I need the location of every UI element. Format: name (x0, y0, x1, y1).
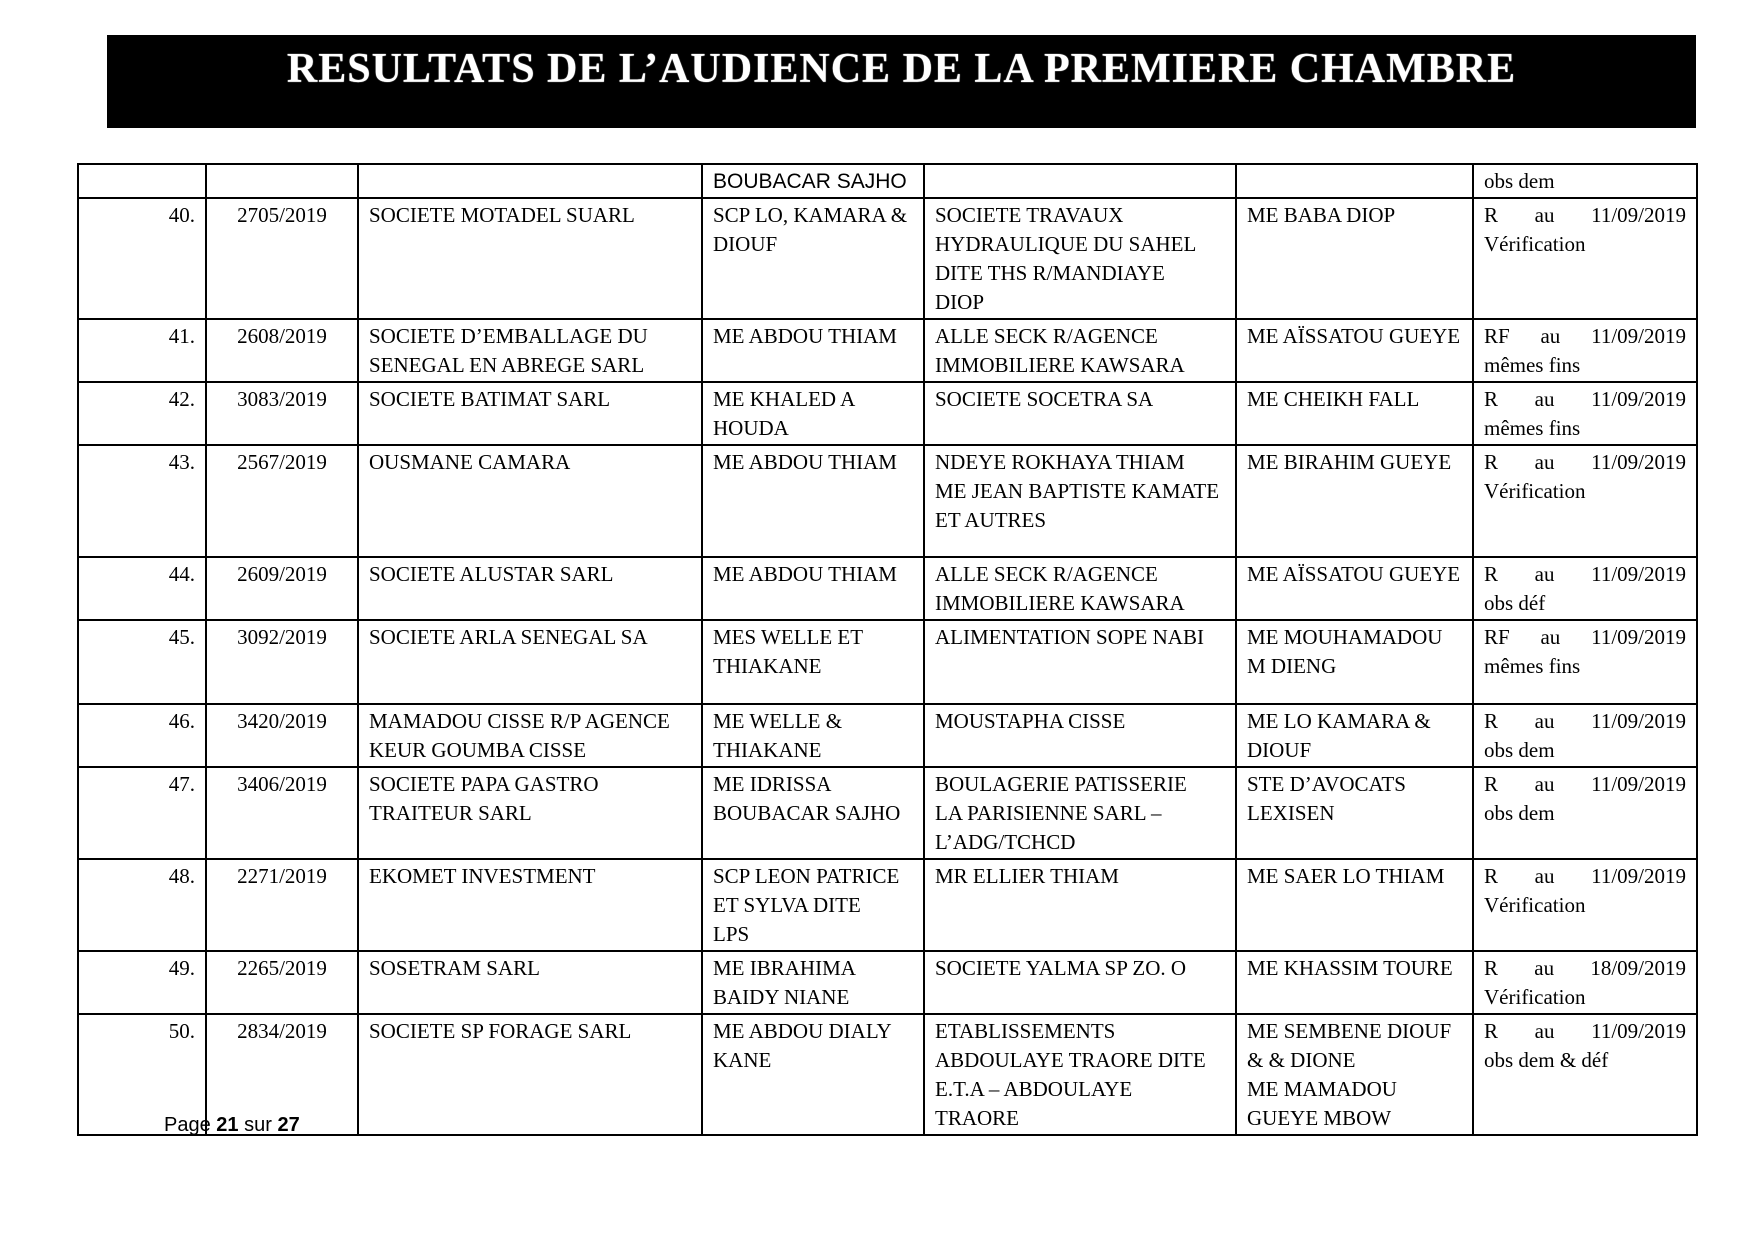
cell-num: 48. (78, 859, 206, 951)
cell-avocat-defendeur (1236, 859, 1473, 951)
cell-avocat-demandeur-line: ME IBRAHIMA (713, 956, 856, 980)
cell-avocat-defendeur-line: ME MOUHAMADOU (1247, 625, 1443, 649)
cell-defendeur (924, 164, 1236, 198)
cell-avocat-demandeur (702, 951, 924, 1014)
cell-num: 47. (78, 767, 206, 859)
cell-defendeur (924, 1014, 1236, 1135)
cell-defendeur-line: ALIMENTATION SOPE NABI (935, 625, 1204, 649)
resultat-au: au (1534, 1019, 1555, 1043)
cell-defendeur-line: IMMOBILIERE KAWSARA (935, 353, 1185, 377)
resultat-date: 11/09/2019 (1591, 450, 1686, 474)
cell-demandeur-line: SOCIETE MOTADEL SUARL (369, 203, 635, 227)
cell-avocat-defendeur-line: ME SEMBENE DIOUF (1247, 1019, 1452, 1043)
resultat-detail: obs dem & déf (1484, 1048, 1609, 1072)
table-row (78, 951, 1697, 1014)
cell-num: 46. (78, 704, 206, 767)
cell-role: 2271/2019 (206, 859, 358, 951)
resultat-code: R (1484, 709, 1499, 733)
cell-avocat-defendeur-line: ME AÏSSATOU GUEYE (1247, 562, 1461, 586)
cell-defendeur (924, 767, 1236, 859)
cell-avocat-defendeur (1236, 198, 1473, 319)
cell-demandeur (358, 198, 702, 319)
cell-role: 2609/2019 (206, 557, 358, 620)
resultat-code: R (1484, 203, 1499, 227)
cell-resultat (1473, 445, 1697, 557)
page-footer (164, 1114, 300, 1137)
cell-num: 40. (78, 198, 206, 319)
cell-demandeur-line: SOCIETE D’EMBALLAGE DU (369, 324, 648, 348)
cell-avocat-defendeur-line: STE D’AVOCATS (1247, 772, 1406, 796)
resultat-au: au (1540, 324, 1561, 348)
cell-avocat-demandeur-line: HOUDA (713, 416, 789, 440)
table-row (78, 859, 1697, 951)
cell-demandeur-line: SENEGAL EN ABREGE SARL (369, 353, 645, 377)
cell-defendeur-line: ME JEAN BAPTISTE KAMATE (935, 479, 1220, 503)
table-row (78, 620, 1697, 704)
cell-avocat-defendeur-line: ME SAER LO THIAM (1247, 864, 1445, 888)
resultat-date: 11/09/2019 (1591, 709, 1686, 733)
cell-avocat-demandeur (702, 557, 924, 620)
cell-avocat-defendeur-line: LEXISEN (1247, 801, 1335, 825)
cell-num: 49. (78, 951, 206, 1014)
cell-defendeur-line: TRAORE (935, 1106, 1019, 1130)
cell-avocat-defendeur-line: GUEYE MBOW (1247, 1106, 1392, 1130)
cell-avocat-demandeur (702, 620, 924, 704)
resultat-renvoi (1484, 707, 1686, 736)
cell-avocat-demandeur-line: SCP LO, KAMARA & (713, 203, 908, 227)
cell-defendeur-line: E.T.A – ABDOULAYE (935, 1077, 1133, 1101)
cell-demandeur (358, 557, 702, 620)
cell-avocat-defendeur (1236, 1014, 1473, 1135)
cell-defendeur-line: DITE THS R/MANDIAYE (935, 261, 1165, 285)
resultat-code: RF (1484, 324, 1510, 348)
table-row (78, 319, 1697, 382)
cell-demandeur-line: OUSMANE CAMARA (369, 450, 571, 474)
cell-num: 41. (78, 319, 206, 382)
page-current: 21 (216, 1114, 239, 1136)
cell-num: 50. (78, 1014, 206, 1135)
resultat-date: 11/09/2019 (1591, 324, 1686, 348)
cell-avocat-demandeur-line: ET SYLVA DITE (713, 893, 861, 917)
page-total: 27 (277, 1114, 300, 1136)
cell-demandeur-line: SOCIETE BATIMAT SARL (369, 387, 611, 411)
table-row (78, 1014, 1697, 1135)
resultat-renvoi (1484, 201, 1686, 230)
cell-resultat (1473, 859, 1697, 951)
cell-role: 3083/2019 (206, 382, 358, 445)
cell-avocat-defendeur-line: & & DIONE (1247, 1048, 1356, 1072)
cell-avocat-demandeur (702, 319, 924, 382)
cell-avocat-defendeur (1236, 319, 1473, 382)
resultat-renvoi (1484, 1017, 1686, 1046)
cell-defendeur (924, 620, 1236, 704)
cell-resultat (1473, 951, 1697, 1014)
cell-avocat-defendeur (1236, 620, 1473, 704)
cell-avocat-demandeur-line: LPS (713, 922, 750, 946)
title-banner (107, 35, 1696, 128)
cell-role: 3092/2019 (206, 620, 358, 704)
cell-demandeur-line: SOSETRAM SARL (369, 956, 540, 980)
cell-avocat-demandeur-line: ME ABDOU THIAM (713, 562, 897, 586)
cell-num (78, 164, 206, 198)
cell-demandeur (358, 704, 702, 767)
cell-defendeur-line: SOCIETE YALMA SP ZO. O (935, 956, 1187, 980)
cell-avocat-demandeur (702, 859, 924, 951)
table-row (78, 198, 1697, 319)
cell-demandeur (358, 1014, 702, 1135)
cell-avocat-defendeur-line: ME LO KAMARA & (1247, 709, 1431, 733)
cell-defendeur-line: SOCIETE SOCETRA SA (935, 387, 1154, 411)
resultat-au: au (1534, 450, 1555, 474)
cell-demandeur (358, 951, 702, 1014)
resultat-detail: obs dem (1484, 801, 1555, 825)
cell-num: 45. (78, 620, 206, 704)
resultat-renvoi (1484, 385, 1686, 414)
cell-demandeur (358, 319, 702, 382)
cell-defendeur (924, 319, 1236, 382)
results-table (77, 163, 1698, 1136)
cell-avocat-demandeur-line: ME IDRISSA (713, 772, 832, 796)
resultat-au: au (1534, 203, 1555, 227)
cell-avocat-demandeur: BOUBACAR SAJHO (702, 164, 924, 198)
cell-avocat-defendeur-line: ME MAMADOU (1247, 1077, 1397, 1101)
cell-demandeur (358, 767, 702, 859)
cell-demandeur-line: SOCIETE PAPA GASTRO (369, 772, 599, 796)
cell-defendeur-line: ALLE SECK R/AGENCE (935, 324, 1158, 348)
resultat-renvoi (1484, 770, 1686, 799)
cell-defendeur (924, 198, 1236, 319)
resultat-code: R (1484, 864, 1499, 888)
resultat-code: R (1484, 450, 1499, 474)
cell-role: 2265/2019 (206, 951, 358, 1014)
cell-avocat-defendeur (1236, 951, 1473, 1014)
resultat-renvoi (1484, 954, 1686, 983)
cell-avocat-demandeur (702, 382, 924, 445)
table-row (78, 445, 1697, 557)
resultat-detail: mêmes fins (1484, 353, 1581, 377)
cell-avocat-demandeur-line: ME WELLE & (713, 709, 843, 733)
resultat-date: 18/09/2019 (1590, 956, 1686, 980)
cell-avocat-defendeur-line: ME BABA DIOP (1247, 203, 1396, 227)
cell-demandeur (358, 859, 702, 951)
resultat-au: au (1534, 709, 1555, 733)
cell-defendeur-line: ABDOULAYE TRAORE DITE (935, 1048, 1206, 1072)
cell-avocat-demandeur (702, 704, 924, 767)
cell-role (206, 164, 358, 198)
cell-demandeur-line: TRAITEUR SARL (369, 801, 532, 825)
cell-demandeur-line: EKOMET INVESTMENT (369, 864, 596, 888)
cell-avocat-demandeur (702, 445, 924, 557)
table-row-continuation (78, 164, 1697, 198)
cell-defendeur-line: L’ADG/TCHCD (935, 830, 1076, 854)
cell-avocat-defendeur-line: ME CHEIKH FALL (1247, 387, 1420, 411)
cell-role: 2567/2019 (206, 445, 358, 557)
resultat-au: au (1540, 625, 1561, 649)
resultat-renvoi (1484, 448, 1686, 477)
cell-defendeur-line: NDEYE ROKHAYA THIAM (935, 450, 1185, 474)
resultat-renvoi (1484, 322, 1686, 351)
cell-avocat-demandeur (702, 767, 924, 859)
cell-avocat-demandeur-line: ME KHALED A (713, 387, 856, 411)
cell-role: 2608/2019 (206, 319, 358, 382)
cell-avocat-defendeur (1236, 164, 1473, 198)
cell-defendeur (924, 382, 1236, 445)
cell-demandeur (358, 164, 702, 198)
table-row (78, 382, 1697, 445)
cell-resultat (1473, 319, 1697, 382)
cell-demandeur (358, 382, 702, 445)
resultat-au: au (1534, 864, 1555, 888)
cell-resultat (1473, 198, 1697, 319)
cell-avocat-defendeur (1236, 445, 1473, 557)
cell-avocat-demandeur-line: SCP LEON PATRICE (713, 864, 900, 888)
resultat-detail: mêmes fins (1484, 416, 1581, 440)
cell-defendeur-line: LA PARISIENNE SARL – (935, 801, 1162, 825)
cell-resultat (1473, 1014, 1697, 1135)
resultat-date: 11/09/2019 (1591, 1019, 1686, 1043)
cell-defendeur (924, 704, 1236, 767)
table-row (78, 557, 1697, 620)
page-title: RESULTATS DE L’AUDIENCE DE LA PREMIERE CHAMBRE (286, 45, 1517, 92)
cell-defendeur (924, 859, 1236, 951)
cell-role: 3406/2019 (206, 767, 358, 859)
cell-resultat: obs dem (1473, 164, 1697, 198)
resultat-date: 11/09/2019 (1591, 625, 1686, 649)
resultat-code: R (1484, 956, 1499, 980)
cell-demandeur-line: SOCIETE ALUSTAR SARL (369, 562, 614, 586)
resultat-code: R (1484, 772, 1499, 796)
cell-defendeur-line: BOULAGERIE PATISSERIE (935, 772, 1187, 796)
resultat-renvoi (1484, 623, 1686, 652)
resultat-detail: Vérification (1484, 893, 1586, 917)
cell-demandeur-line: SOCIETE ARLA SENEGAL SA (369, 625, 648, 649)
cell-defendeur-line: DIOP (935, 290, 985, 314)
cell-defendeur-line: ETABLISSEMENTS (935, 1019, 1116, 1043)
cell-avocat-defendeur (1236, 382, 1473, 445)
cell-demandeur-line: SOCIETE SP FORAGE SARL (369, 1019, 632, 1043)
resultat-au: au (1534, 956, 1555, 980)
cell-avocat-demandeur-line: ME ABDOU DIALY (713, 1019, 892, 1043)
cell-resultat (1473, 704, 1697, 767)
cell-avocat-demandeur (702, 1014, 924, 1135)
resultat-renvoi (1484, 862, 1686, 891)
cell-avocat-defendeur (1236, 704, 1473, 767)
cell-avocat-defendeur (1236, 767, 1473, 859)
resultat-detail: obs dem (1484, 738, 1555, 762)
cell-avocat-defendeur-line: ME AÏSSATOU GUEYE (1247, 324, 1461, 348)
cell-avocat-demandeur-line: MES WELLE ET (713, 625, 864, 649)
cell-demandeur-line: KEUR GOUMBA CISSE (369, 738, 587, 762)
cell-role: 2834/2019 (206, 1014, 358, 1135)
cell-avocat-defendeur-line: ME KHASSIM TOURE (1247, 956, 1453, 980)
cell-avocat-demandeur-line: BAIDY NIANE (713, 985, 850, 1009)
page-label: Page (164, 1114, 211, 1136)
cell-avocat-demandeur-line: ME ABDOU THIAM (713, 324, 897, 348)
resultat-au: au (1534, 562, 1555, 586)
resultat-code: R (1484, 562, 1499, 586)
resultat-detail: Vérification (1484, 985, 1586, 1009)
cell-resultat (1473, 382, 1697, 445)
resultat-au: au (1534, 772, 1555, 796)
cell-demandeur (358, 620, 702, 704)
resultat-date: 11/09/2019 (1591, 387, 1686, 411)
resultat-detail: Vérification (1484, 232, 1586, 256)
cell-defendeur-line: ALLE SECK R/AGENCE (935, 562, 1158, 586)
cell-avocat-defendeur-line: DIOUF (1247, 738, 1312, 762)
resultat-detail: mêmes fins (1484, 654, 1581, 678)
resultat-date: 11/09/2019 (1591, 562, 1686, 586)
cell-resultat (1473, 767, 1697, 859)
cell-defendeur-line: ET AUTRES (935, 508, 1047, 532)
resultat-renvoi (1484, 560, 1686, 589)
cell-defendeur (924, 951, 1236, 1014)
cell-defendeur-line: MOUSTAPHA CISSE (935, 709, 1126, 733)
cell-avocat-demandeur (702, 198, 924, 319)
cell-defendeur-line: IMMOBILIERE KAWSARA (935, 591, 1185, 615)
resultat-au: au (1534, 387, 1555, 411)
resultat-code: R (1484, 387, 1499, 411)
cell-avocat-demandeur-line: KANE (713, 1048, 772, 1072)
resultat-code: RF (1484, 625, 1510, 649)
cell-resultat (1473, 620, 1697, 704)
cell-demandeur-line: MAMADOU CISSE R/P AGENCE (369, 709, 670, 733)
cell-defendeur (924, 445, 1236, 557)
cell-demandeur (358, 445, 702, 557)
cell-avocat-demandeur-line: THIAKANE (713, 654, 822, 678)
cell-num: 43. (78, 445, 206, 557)
cell-resultat (1473, 557, 1697, 620)
cell-role: 3420/2019 (206, 704, 358, 767)
cell-avocat-demandeur-line: DIOUF (713, 232, 778, 256)
cell-avocat-demandeur-line: THIAKANE (713, 738, 822, 762)
cell-avocat-defendeur-line: ME BIRAHIM GUEYE (1247, 450, 1452, 474)
cell-defendeur-line: HYDRAULIQUE DU SAHEL (935, 232, 1197, 256)
cell-defendeur-line: SOCIETE TRAVAUX (935, 203, 1124, 227)
table-row (78, 767, 1697, 859)
cell-avocat-defendeur-line: M DIENG (1247, 654, 1337, 678)
resultat-date: 11/09/2019 (1591, 203, 1686, 227)
cell-defendeur-line: MR ELLIER THIAM (935, 864, 1119, 888)
cell-role: 2705/2019 (206, 198, 358, 319)
resultat-code: R (1484, 1019, 1499, 1043)
resultat-detail: Vérification (1484, 479, 1586, 503)
cell-num: 44. (78, 557, 206, 620)
resultat-date: 11/09/2019 (1591, 864, 1686, 888)
resultat-date: 11/09/2019 (1591, 772, 1686, 796)
resultat-detail: obs déf (1484, 591, 1546, 615)
cell-avocat-defendeur (1236, 557, 1473, 620)
cell-num: 42. (78, 382, 206, 445)
page-sep: sur (244, 1114, 272, 1136)
cell-avocat-demandeur-line: ME ABDOU THIAM (713, 450, 897, 474)
cell-defendeur (924, 557, 1236, 620)
table-row (78, 704, 1697, 767)
cell-avocat-demandeur-line: BOUBACAR SAJHO (713, 801, 901, 825)
